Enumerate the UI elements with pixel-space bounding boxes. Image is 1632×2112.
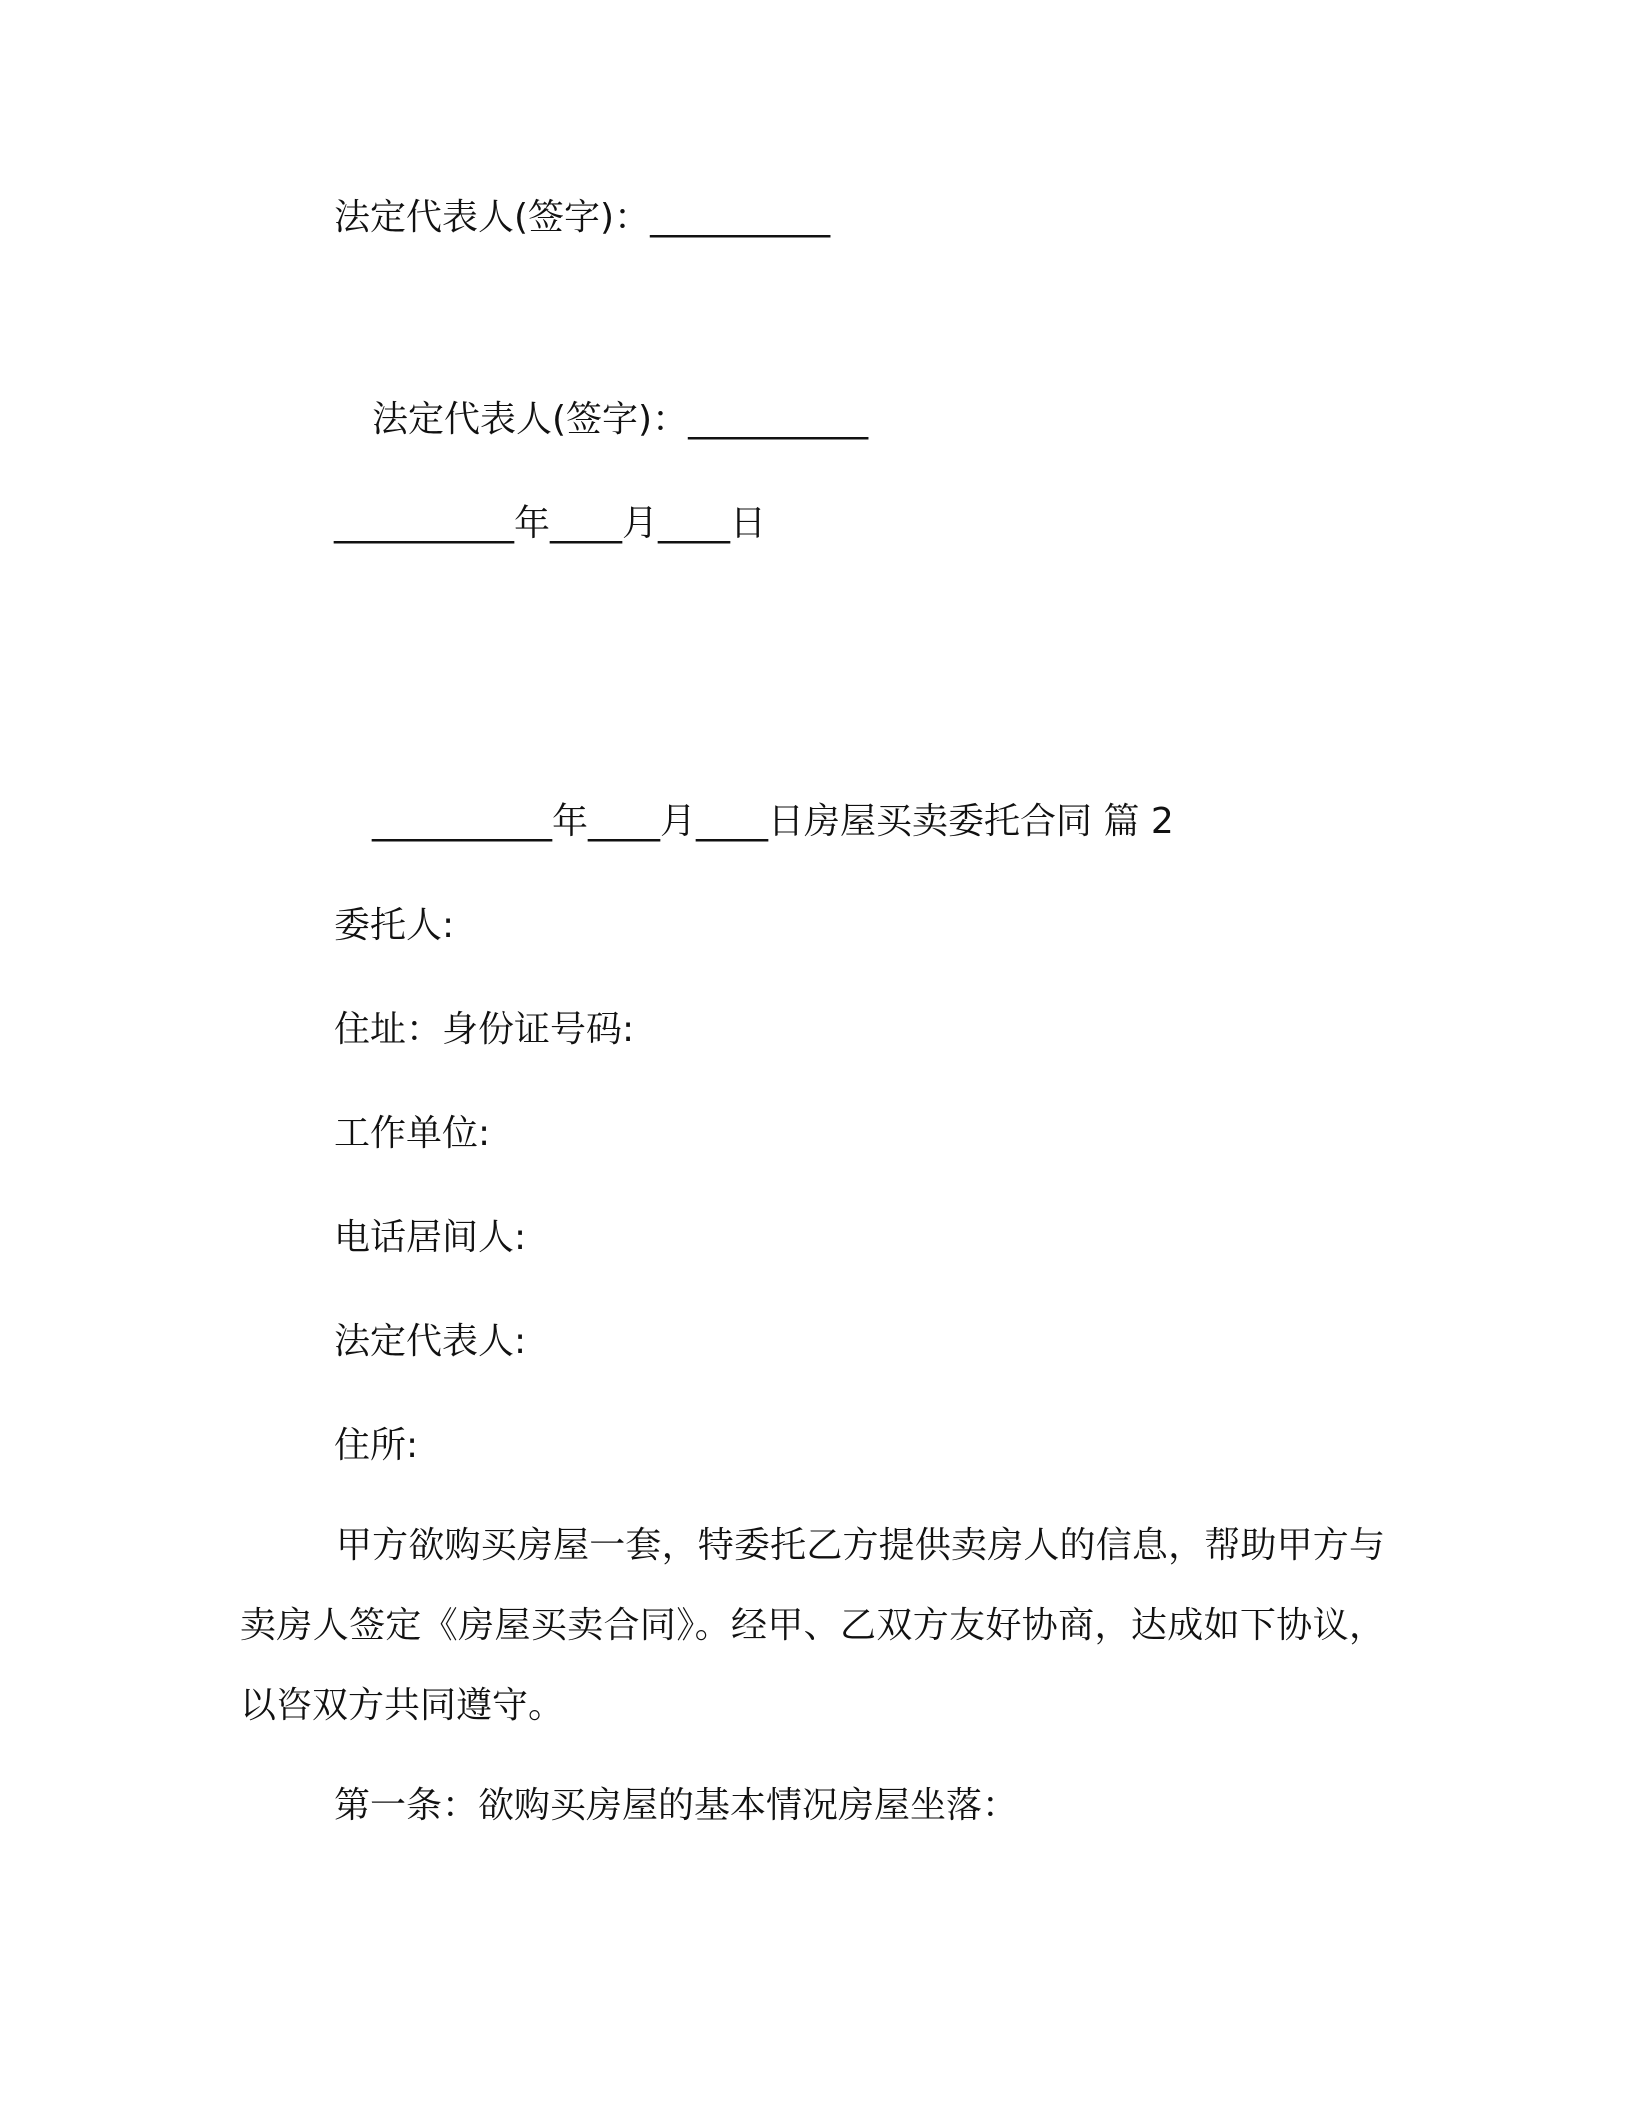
date-line: __________年____月____日 — [334, 503, 766, 544]
field-label: 住所: — [334, 1425, 419, 1466]
article-heading: 第一条：欲购买房屋的基本情况房屋坐落： — [334, 1785, 1019, 1826]
field-label: 委托人: — [334, 905, 455, 946]
contract-heading: __________年____月____日房屋买卖委托合同 篇 2 — [372, 801, 1174, 842]
field-label: 住址：身份证号码: — [334, 1009, 635, 1050]
field-label: 电话居间人: — [334, 1217, 527, 1258]
signature-line: 法定代表人(签字)：__________ — [372, 399, 869, 440]
intro-paragraph: 甲方欲购买房屋一套，特委托乙方提供卖房人的信息，帮助甲方与卖房人签定《房屋买卖合同》。经甲、乙双方友好协商，达成如下协议，以咨双方共同遵守。 — [240, 1525, 1385, 1726]
field-label: 法定代表人: — [334, 1321, 527, 1362]
signature-line: 法定代表人(签字)：__________ — [334, 197, 831, 238]
field-label: 工作单位: — [334, 1113, 491, 1154]
